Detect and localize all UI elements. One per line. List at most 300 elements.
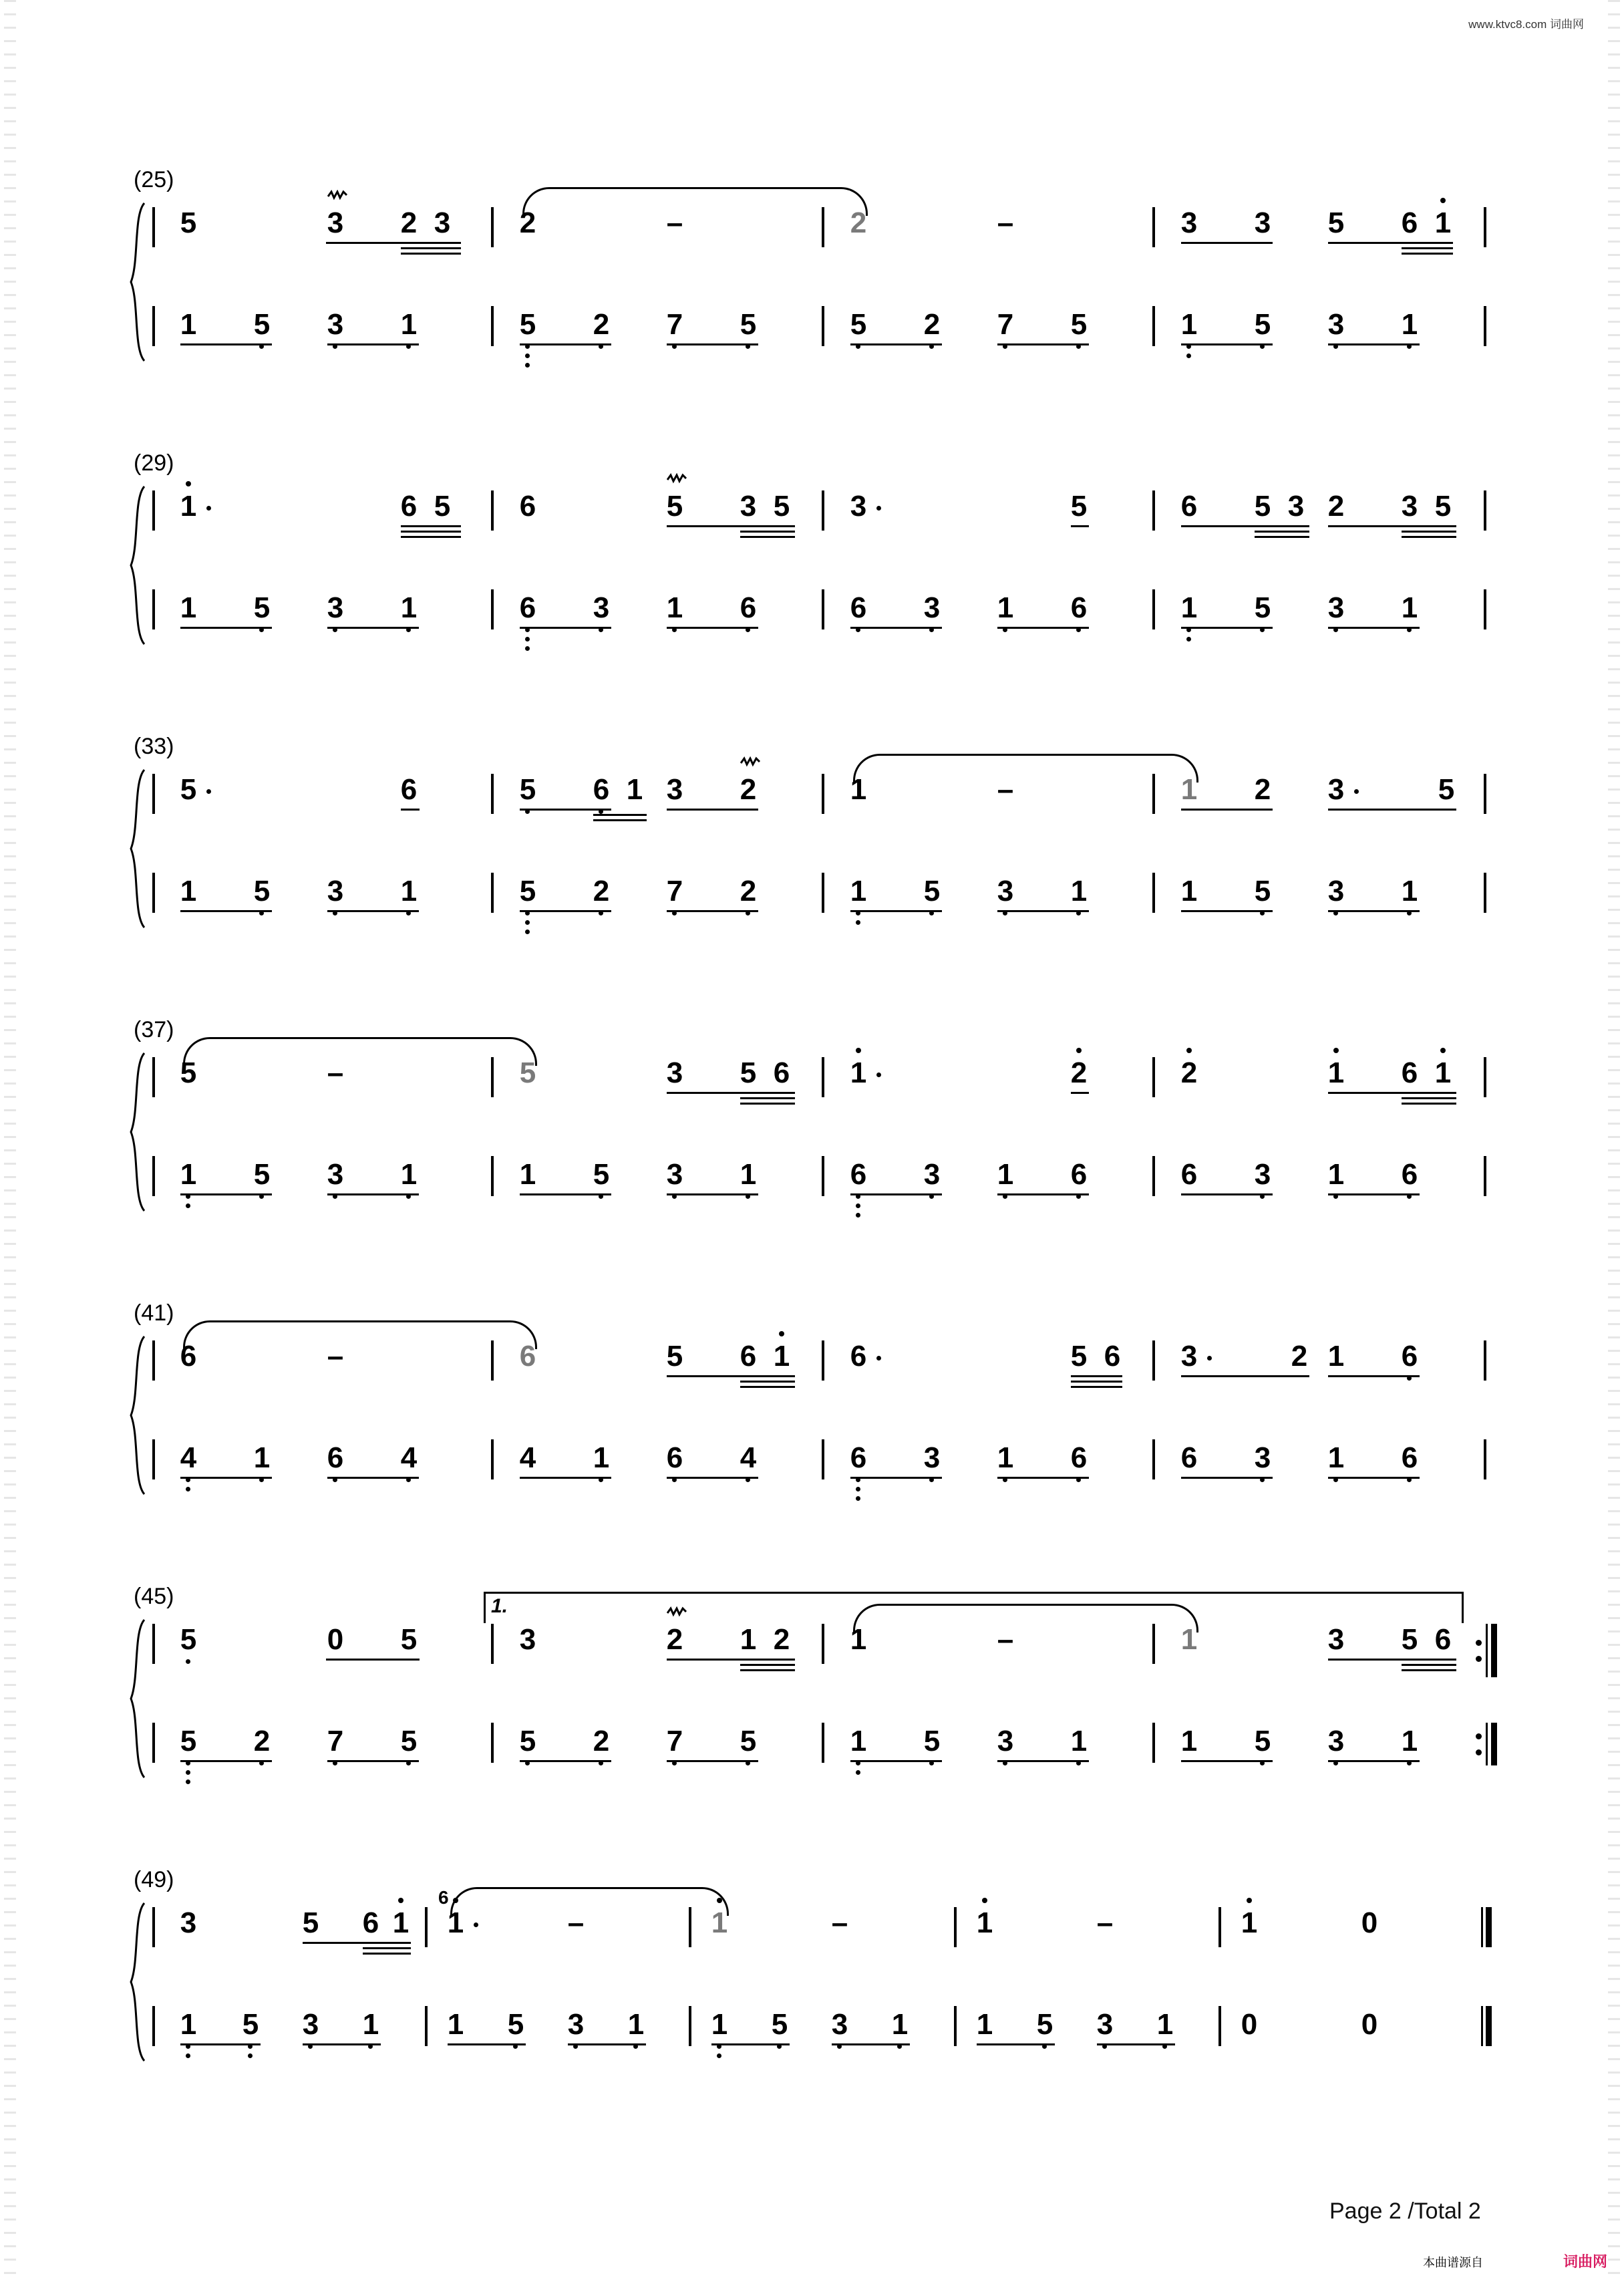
note-3: 3 <box>322 876 349 907</box>
system-brace <box>128 1335 148 1495</box>
note-3: 3 <box>1180 206 1198 239</box>
note-3: 3 <box>919 593 945 623</box>
note-1: 1 <box>1180 1623 1198 1656</box>
note-1: 1 <box>1396 1726 1423 1757</box>
barline <box>152 490 155 531</box>
beam-underline <box>1402 1103 1456 1105</box>
barline <box>1152 1156 1155 1196</box>
beam-underline <box>667 809 758 811</box>
note-1: 1 <box>850 1623 867 1656</box>
beam-underline <box>997 1760 1089 1762</box>
high-octave-dot <box>856 1048 861 1053</box>
barline <box>152 1340 155 1381</box>
note-6: 6 <box>773 1056 790 1089</box>
note-1: 1 <box>992 1159 1019 1190</box>
note-6: 6 <box>519 490 536 523</box>
note-1: 1 <box>175 2009 202 2040</box>
augmentation-dot <box>876 506 881 511</box>
beam-underline <box>1097 2043 1175 2045</box>
barline <box>822 589 824 629</box>
note-5: 5 <box>175 1624 202 1655</box>
note-5: 5 <box>1327 206 1345 239</box>
beam-underline <box>1328 1193 1420 1195</box>
low-octave-dot <box>1186 637 1191 641</box>
barline <box>1152 207 1155 247</box>
repeat-end-barline <box>1476 1723 1498 1765</box>
note-3: 3 <box>1401 490 1418 523</box>
note-5: 5 <box>919 876 945 907</box>
barline <box>152 306 155 346</box>
note-6: 6 <box>845 1341 872 1372</box>
beam-underline <box>401 247 461 249</box>
grace-note: 6 <box>438 1887 449 1908</box>
beam-underline <box>997 1477 1089 1479</box>
note-2: 2 <box>1291 1340 1308 1373</box>
note-3: 3 <box>845 491 872 522</box>
beam-underline <box>832 2043 910 2045</box>
note-7: 7 <box>661 1726 688 1757</box>
note-6: 6 <box>740 1340 757 1373</box>
barline <box>152 1723 155 1763</box>
note-1: 1 <box>1180 1725 1198 1757</box>
augmentation-dot <box>206 506 211 511</box>
beam-underline <box>1328 910 1420 912</box>
note-6: 6 <box>588 774 615 805</box>
note-6: 6 <box>1180 1158 1198 1191</box>
note-7: 7 <box>661 309 688 340</box>
barline <box>491 774 494 814</box>
barline <box>822 490 824 531</box>
barline <box>822 774 824 814</box>
note-5: 5 <box>919 1726 945 1757</box>
note-2: 2 <box>1176 1058 1202 1089</box>
high-octave-dot <box>1247 1898 1252 1903</box>
beam-underline <box>520 627 611 629</box>
note-1: 1 <box>1176 309 1202 340</box>
note-5: 5 <box>1254 490 1271 523</box>
low-octave-dot <box>525 363 530 368</box>
low-octave-dot <box>717 2053 721 2058</box>
barline <box>1152 589 1155 629</box>
note-6: 6 <box>1396 1159 1423 1190</box>
beam-underline <box>1328 242 1453 244</box>
low-octave-dot <box>856 1203 860 1208</box>
note-1: 1 <box>768 1341 795 1372</box>
beam-underline <box>180 1193 272 1195</box>
note-3: 3 <box>1176 1341 1202 1372</box>
note-5: 5 <box>735 309 762 340</box>
note-2: 2 <box>400 206 418 239</box>
beam-underline <box>1328 627 1420 629</box>
note-3: 3 <box>588 593 615 623</box>
beam-underline <box>1071 1375 1122 1377</box>
barline <box>152 2006 155 2046</box>
final-barline <box>1481 2006 1492 2046</box>
measure-number: (33) <box>134 734 174 759</box>
beam-underline <box>327 627 419 629</box>
barline <box>152 774 155 814</box>
beam-underline <box>303 2043 381 2045</box>
beam-underline <box>327 1477 419 1479</box>
note-5: 5 <box>434 490 451 523</box>
system-brace <box>128 202 148 362</box>
beam-underline <box>520 809 611 811</box>
note-3: 3 <box>1092 2009 1118 2040</box>
barline <box>152 207 155 247</box>
note-1: 1 <box>850 773 867 806</box>
note-1: 1 <box>588 1443 615 1473</box>
system-brace <box>128 1618 148 1779</box>
note-6: 6 <box>322 1443 349 1473</box>
note-6: 6 <box>1401 1056 1418 1089</box>
note-2: 2 <box>1254 773 1271 806</box>
low-octave-dot <box>525 353 530 358</box>
beam-underline <box>1181 525 1309 527</box>
note-3: 3 <box>661 1159 688 1190</box>
note-6: 6 <box>1401 206 1418 239</box>
beam-underline <box>1181 1760 1273 1762</box>
note-6: 6 <box>519 1340 536 1373</box>
beam-underline <box>667 1193 758 1195</box>
low-octave-dot <box>1186 353 1191 358</box>
low-octave-dot <box>856 1770 860 1775</box>
barline <box>491 490 494 531</box>
note-5: 5 <box>773 490 790 523</box>
high-octave-dot <box>186 481 191 486</box>
note-6: 6 <box>1104 1340 1121 1373</box>
barline <box>491 306 494 346</box>
note--: – <box>997 773 1014 806</box>
note-3: 3 <box>992 1726 1019 1757</box>
note-4: 4 <box>735 1443 762 1473</box>
note-6: 6 <box>180 1340 197 1373</box>
note-2: 2 <box>666 1623 683 1656</box>
low-octave-dot <box>248 2053 253 2058</box>
repeat-end-barline <box>1476 1624 1498 1677</box>
note-3: 3 <box>1249 1159 1276 1190</box>
note-5: 5 <box>1401 1623 1418 1656</box>
high-octave-dot <box>1440 198 1446 203</box>
barline <box>491 1439 494 1479</box>
low-octave-dot <box>856 1496 860 1501</box>
note-3: 3 <box>322 1159 349 1190</box>
note-3: 3 <box>322 309 349 340</box>
barline <box>1484 490 1486 531</box>
barline <box>425 2006 428 2046</box>
beam-underline <box>303 1942 411 1944</box>
beam-underline <box>520 1760 611 1762</box>
barline <box>689 2006 691 2046</box>
note-5: 5 <box>175 1726 202 1757</box>
measure-number: (29) <box>134 450 174 476</box>
barline <box>1152 1340 1155 1381</box>
repeat-dot <box>1476 1656 1482 1662</box>
beam-underline <box>1402 1664 1456 1666</box>
low-octave-dot <box>186 1770 190 1775</box>
note-5: 5 <box>735 1726 762 1757</box>
note-2: 2 <box>588 309 615 340</box>
note-6: 6 <box>362 1906 379 1939</box>
barline <box>1484 1340 1486 1381</box>
beam-underline <box>327 1760 419 1762</box>
note-3: 3 <box>434 206 451 239</box>
beam-underline <box>1255 531 1309 533</box>
high-octave-dot <box>779 1331 784 1336</box>
low-octave-dot <box>856 1213 860 1218</box>
barline <box>1484 306 1486 346</box>
system <box>0 734 1624 961</box>
low-octave-dot <box>525 637 530 641</box>
repeat-thick-line <box>1491 1624 1497 1677</box>
note-1: 1 <box>1152 2009 1178 2040</box>
volta-label: 1. <box>491 1595 508 1617</box>
beam-underline <box>520 1477 611 1479</box>
note-5: 5 <box>180 206 197 239</box>
note-1: 1 <box>1323 1058 1349 1089</box>
barline <box>1152 1439 1155 1479</box>
note-6: 6 <box>400 773 418 806</box>
barline <box>491 1723 494 1763</box>
note--: – <box>997 206 1014 239</box>
system-brace <box>128 1902 148 2062</box>
beam-underline <box>448 2043 526 2045</box>
note-1: 1 <box>623 2009 649 2040</box>
note-5: 5 <box>1249 1726 1276 1757</box>
footer-source: 本曲谱源自 <box>1423 2256 1483 2269</box>
note-5: 5 <box>1434 490 1452 523</box>
beam-underline <box>740 1381 795 1383</box>
low-octave-dot <box>856 920 860 925</box>
note-1: 1 <box>706 2009 733 2040</box>
note-1: 1 <box>1396 309 1423 340</box>
note-1: 1 <box>992 593 1019 623</box>
note-5: 5 <box>1070 490 1088 523</box>
barline <box>822 1340 824 1381</box>
note-3: 3 <box>1323 876 1349 907</box>
note-5: 5 <box>766 2009 793 2040</box>
augmentation-dot <box>206 789 211 794</box>
beam-underline <box>997 343 1089 345</box>
note-1: 1 <box>1066 1726 1092 1757</box>
beam-underline <box>667 525 795 527</box>
beam-underline <box>180 627 272 629</box>
beam-underline <box>1181 343 1273 345</box>
beam-underline <box>667 1760 758 1762</box>
beam-underline <box>180 910 272 912</box>
note-1: 1 <box>1430 208 1456 239</box>
tie-slur <box>183 1320 537 1349</box>
barline <box>822 1057 824 1097</box>
note--: – <box>327 1340 344 1373</box>
high-octave-dot <box>1076 1048 1082 1053</box>
note-6: 6 <box>845 593 872 623</box>
note-1: 1 <box>886 2009 913 2040</box>
repeat-dot <box>1476 1749 1482 1755</box>
note-5: 5 <box>175 774 202 805</box>
barline <box>1152 873 1155 913</box>
note-3: 3 <box>1323 309 1349 340</box>
barline <box>152 1057 155 1097</box>
barline <box>1152 1057 1155 1097</box>
rest: 0 <box>327 1623 344 1656</box>
note-5: 5 <box>1066 309 1092 340</box>
system <box>0 1867 1624 2094</box>
note-1: 1 <box>249 1443 275 1473</box>
final-thick-line <box>1486 2006 1492 2046</box>
note--: – <box>666 206 683 239</box>
mordent-icon <box>740 756 760 767</box>
beam-underline <box>327 343 419 345</box>
beam-underline <box>1071 525 1089 527</box>
note-1: 1 <box>971 1908 998 1939</box>
note-3: 3 <box>919 1443 945 1473</box>
beam-underline <box>740 536 795 538</box>
footer-brand-logo: 词曲网 <box>1563 2253 1608 2270</box>
barline <box>1219 2006 1221 2046</box>
tie-slur <box>853 754 1198 782</box>
beam-underline <box>363 1947 411 1949</box>
beam-underline <box>1328 1477 1420 1479</box>
beam-underline <box>711 2043 790 2045</box>
beam-underline <box>997 910 1089 912</box>
note-2: 2 <box>249 1726 275 1757</box>
beam-underline <box>1181 242 1273 244</box>
note-1: 1 <box>740 1623 757 1656</box>
note-5: 5 <box>1070 1340 1088 1373</box>
note-6: 6 <box>1180 1441 1198 1474</box>
note-3: 3 <box>826 2009 853 2040</box>
augmentation-dot <box>1207 1356 1212 1361</box>
beam-underline <box>850 627 942 629</box>
note-2: 2 <box>735 876 762 907</box>
beam-underline <box>850 1760 942 1762</box>
note-1: 1 <box>395 593 422 623</box>
low-octave-dot <box>186 2053 190 2058</box>
note-2: 2 <box>588 876 615 907</box>
beam-underline <box>667 1477 758 1479</box>
note-6: 6 <box>1066 1159 1092 1190</box>
note-6: 6 <box>400 490 418 523</box>
note--: – <box>327 1056 344 1089</box>
beam-underline <box>1402 1669 1456 1671</box>
tie-slur <box>183 1037 537 1066</box>
system-brace <box>128 768 148 929</box>
barline <box>1152 1723 1155 1763</box>
beam-underline <box>401 536 461 538</box>
barline <box>822 1439 824 1479</box>
barline <box>491 207 494 247</box>
beam-underline <box>180 343 272 345</box>
note-6: 6 <box>845 1443 872 1473</box>
beam-underline <box>1402 247 1453 249</box>
note-3: 3 <box>1323 1726 1349 1757</box>
beam-underline <box>401 531 461 533</box>
barline <box>954 2006 957 2046</box>
system <box>0 1017 1624 1244</box>
note-1: 1 <box>992 1443 1019 1473</box>
beam-underline <box>1328 809 1456 811</box>
note-3: 3 <box>1254 206 1271 239</box>
note-5: 5 <box>514 876 541 907</box>
rest: 0 <box>1241 2008 1258 2041</box>
beam-underline <box>740 1664 795 1666</box>
note-1: 1 <box>626 773 643 806</box>
barline <box>1219 1907 1221 1947</box>
note-1: 1 <box>845 1058 872 1089</box>
low-octave-dot <box>186 1659 190 1664</box>
note-3: 3 <box>1323 774 1349 805</box>
beam-underline <box>850 910 942 912</box>
note-5: 5 <box>249 309 275 340</box>
final-thick-line <box>1486 1907 1492 1947</box>
beam-underline <box>1328 343 1420 345</box>
note--: – <box>567 1906 585 1939</box>
beam-underline <box>850 1193 942 1195</box>
beam-underline <box>850 1477 942 1479</box>
note-3: 3 <box>562 2009 589 2040</box>
augmentation-dot <box>876 1073 881 1077</box>
note-3: 3 <box>1323 593 1349 623</box>
note-1: 1 <box>395 876 422 907</box>
system-brace <box>128 485 148 646</box>
beam-underline <box>180 1760 272 1762</box>
note-6: 6 <box>1180 490 1198 523</box>
measure-number: (37) <box>134 1017 174 1042</box>
beam-underline <box>1328 525 1456 527</box>
note-5: 5 <box>1249 876 1276 907</box>
beam-underline <box>327 1193 419 1195</box>
note-2: 2 <box>588 1726 615 1757</box>
note-1: 1 <box>357 2009 384 2040</box>
barline <box>152 1439 155 1479</box>
system <box>0 450 1624 678</box>
beam-underline <box>180 2043 261 2045</box>
note-5: 5 <box>666 490 683 523</box>
barline <box>1152 306 1155 346</box>
note-1: 1 <box>1430 1058 1456 1089</box>
tie-slur <box>522 187 868 216</box>
note-1: 1 <box>1066 876 1092 907</box>
beam-underline <box>1328 1092 1456 1094</box>
beam-underline <box>401 809 420 811</box>
beam-underline <box>1328 1375 1420 1377</box>
beam-underline <box>1402 536 1456 538</box>
note-5: 5 <box>400 1623 418 1656</box>
barline <box>1484 774 1486 814</box>
note-6: 6 <box>661 1443 688 1473</box>
beam-underline <box>1255 536 1309 538</box>
low-octave-dot <box>525 920 530 925</box>
barline <box>822 1723 824 1763</box>
beam-underline <box>1071 1092 1089 1094</box>
note-5: 5 <box>666 1340 683 1373</box>
note-5: 5 <box>1249 593 1276 623</box>
barline <box>1484 873 1486 913</box>
barline <box>1484 207 1486 247</box>
note-5: 5 <box>1249 309 1276 340</box>
note-5: 5 <box>1031 2009 1058 2040</box>
note-1: 1 <box>175 1159 202 1190</box>
beam-underline <box>997 1193 1089 1195</box>
note-1: 1 <box>175 491 202 522</box>
note-1: 1 <box>1327 1340 1345 1373</box>
note--: – <box>831 1906 848 1939</box>
beam-underline <box>740 1669 795 1671</box>
note-3: 3 <box>666 773 683 806</box>
barline <box>1152 490 1155 531</box>
beam-underline <box>568 2043 646 2045</box>
note-1: 1 <box>442 1908 469 1939</box>
